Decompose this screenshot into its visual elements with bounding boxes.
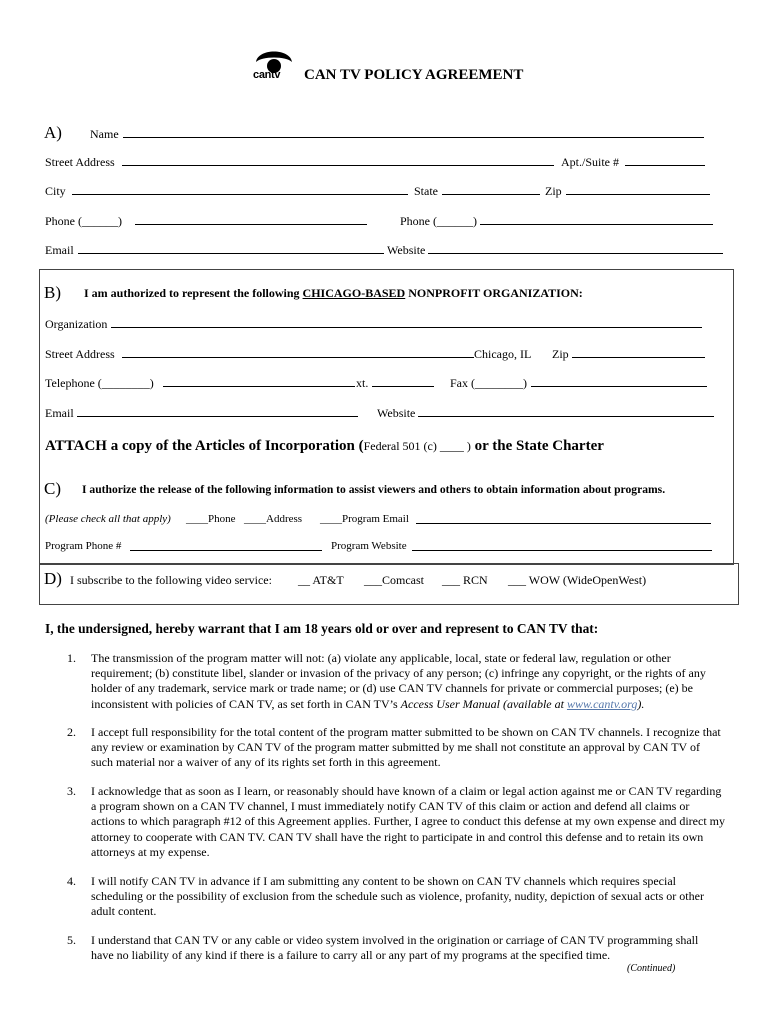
org-telephone-field[interactable]	[163, 386, 355, 387]
release-address-option[interactable]: ____Address	[244, 513, 303, 525]
item-number-5: 5.	[67, 933, 76, 947]
org-email-label: Email	[45, 406, 74, 420]
item-text-1	[91, 651, 725, 712]
city-label: City	[45, 184, 66, 198]
phone-2-label: Phone (______)	[400, 214, 477, 228]
apt-suite-label: Apt./Suite #	[561, 155, 620, 169]
section-d-letter: D)	[44, 569, 62, 588]
service-att-option[interactable]: __ AT&T	[298, 573, 344, 587]
org-street-field[interactable]	[122, 357, 474, 358]
org-city-label: Chicago, IL	[474, 347, 532, 361]
section-b-heading-pre: I am authorized to represent the following	[84, 286, 303, 300]
email-label: Email	[45, 243, 74, 257]
page-title: CAN TV POLICY AGREEMENT	[304, 67, 524, 83]
attach-federal: Federal 501 (c) ____ )	[363, 439, 471, 453]
section-a-letter: A)	[44, 123, 62, 142]
organization-label: Organization	[45, 317, 108, 331]
service-rcn-option[interactable]: ___ RCN	[442, 573, 488, 587]
website-label: Website	[387, 243, 426, 257]
section-c-heading: I authorize the release of the following information to assist viewers and others to obtain information about programs.	[82, 483, 666, 496]
continued-note: (Continued)	[627, 963, 676, 974]
website-field[interactable]	[428, 253, 723, 254]
name-label: Name	[90, 127, 119, 141]
org-fax-label: Fax (________)	[450, 376, 527, 390]
check-note: (Please check all that apply)	[45, 513, 171, 525]
org-telephone-label: Telephone (________)	[45, 376, 154, 390]
item-1-italic-end: ).	[637, 696, 645, 711]
attach-instruction	[45, 438, 604, 455]
apt-suite-field[interactable]	[625, 165, 705, 166]
warrant-heading: I, the undersigned, hereby warrant that I am 18 years old or over and represent to CAN TV that:	[45, 621, 599, 636]
section-d-text: I subscribe to the following video service:	[70, 573, 272, 587]
program-website-label: Program Website	[331, 540, 407, 552]
city-field[interactable]	[72, 194, 408, 195]
item-1-italic: Access User Manual (available at	[400, 696, 567, 711]
program-phone-label: Program Phone #	[45, 540, 122, 552]
attach-post: or the State Charter	[474, 438, 604, 454]
program-phone-field[interactable]	[130, 550, 322, 551]
cantv-logo	[252, 44, 296, 84]
section-b-heading-post: NONPROFIT ORGANIZATION:	[405, 286, 583, 300]
section-b-letter: B)	[44, 283, 61, 302]
phone-2-field[interactable]	[480, 224, 713, 225]
street-address-label: Street Address	[45, 155, 115, 169]
item-number-2: 2.	[67, 725, 76, 739]
state-label: State	[414, 184, 438, 198]
release-email-field[interactable]	[416, 523, 711, 524]
phone-1-label: Phone (______)	[45, 214, 122, 228]
program-website-field[interactable]	[412, 550, 712, 551]
item-1-body: The transmission of the program matter will not: (a) violate any applicable, local, state or federal law, regulation or other requirement; (b) constitute libel, slander or invasion of the privacy of any person; (c) infringe any copyright, or the rights of any holder of any trademark, service mark or trade name; or (d) use CAN TV channels for private or commercial purposes; (e) be inconsistent with policies of CAN TV, as set forth in CAN TV’s	[91, 651, 706, 711]
service-comcast-option[interactable]: ___Comcast	[364, 573, 424, 587]
item-text-5: I understand that CAN TV or any cable or video system involved in the origination or carriage of CAN TV programming shall have no liability of any kind if there is a failure to carry all or any part of my programs at the specified time.	[91, 933, 699, 963]
item-number-1: 1.	[67, 651, 76, 665]
item-text-3: I acknowledge that as soon as I learn, or reasonably should have known of a claim or legal action against me or CAN TV regarding a program shown on a CAN TV channel, I must immediately notify CAN TV of this claim or action and defend all claims or actions to which paragraph #12 of this Agreement applies. Further, I agree to conduct this defense at my own expense and direct my attorney to cooperate with CAN TV. CAN TV shall have the right to participate in and control this defense and to retain its own attorneys at my expense.	[91, 784, 725, 859]
attach-pre: ATTACH a copy of the Articles of Incorporation (	[45, 438, 364, 454]
name-field[interactable]	[123, 137, 704, 138]
org-ext-label: xt.	[356, 376, 369, 390]
org-zip-field[interactable]	[572, 357, 705, 358]
phone-1-field[interactable]	[135, 224, 367, 225]
item-text-2: I accept full responsibility for the total content of the program matter submitted to be shown on CAN TV channels. I recognize that any review or examination by CAN TV of the program matter submitted by me shall not constitute an approval by CAN TV of such material nor a waiver of any of its rights set forth in this agreement.	[91, 725, 721, 770]
email-field[interactable]	[78, 253, 384, 254]
zip-label: Zip	[545, 184, 562, 198]
street-address-field[interactable]	[122, 165, 554, 166]
release-phone-option[interactable]: ____Phone	[186, 513, 236, 525]
state-field[interactable]	[442, 194, 540, 195]
org-website-field[interactable]	[418, 416, 714, 417]
org-zip-label: Zip	[552, 347, 569, 361]
org-ext-field[interactable]	[372, 386, 434, 387]
service-wow-option[interactable]: ___ WOW (WideOpenWest)	[508, 573, 647, 587]
item-number-3: 3.	[67, 784, 76, 798]
org-street-label: Street Address	[45, 347, 115, 361]
zip-field[interactable]	[566, 194, 710, 195]
item-number-4: 4.	[67, 874, 76, 888]
section-c-letter: C)	[44, 479, 61, 498]
cantv-link[interactable]: www.cantv.org	[566, 696, 638, 711]
logo-wordmark: cantv	[253, 69, 281, 81]
section-b-heading-underlined: CHICAGO-BASED	[302, 286, 406, 300]
org-email-field[interactable]	[77, 416, 358, 417]
org-website-label: Website	[377, 406, 416, 420]
org-fax-field[interactable]	[531, 386, 707, 387]
item-text-4: I will notify CAN TV in advance if I am submitting any content to be shown on CAN TV channels which requires special scheduling or the possibility of exclusion from the schedule such as violence, profanity, nudity, depiction of sexual acts or other adult content.	[91, 874, 704, 919]
section-b-heading	[84, 286, 583, 301]
release-email-option[interactable]: ____Program Email	[320, 513, 409, 525]
organization-field[interactable]	[111, 327, 702, 328]
